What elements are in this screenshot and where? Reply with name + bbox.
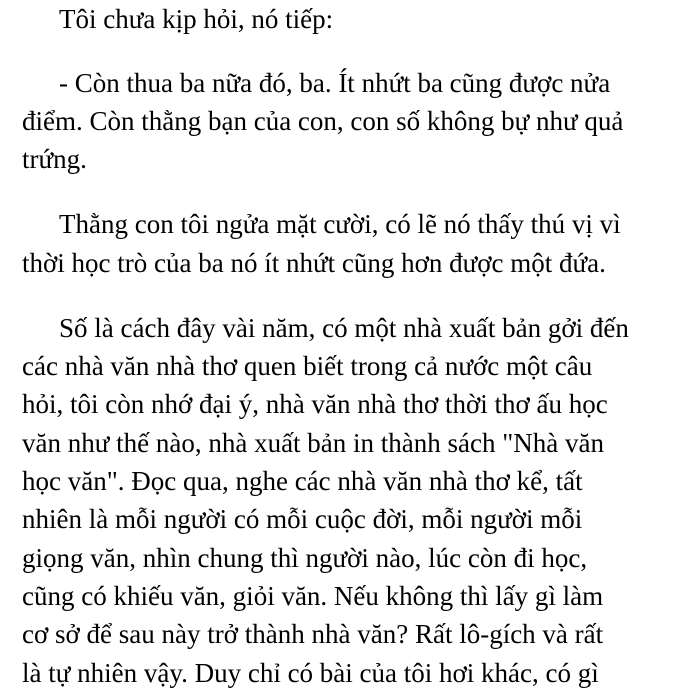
text-line: văn như thế nào, nhà xuất bản in thành sách "Nhà văn	[22, 428, 604, 458]
text-line: cũng có khiếu văn, giỏi văn. Nếu không thì lấy gì làm	[22, 581, 604, 611]
text-line: - Còn thua ba nữa đó, ba. Ít nhứt ba cũng được nửa	[59, 68, 611, 98]
text-line: thời học trò của ba nó ít nhứt cũng hơn được một đứa.	[22, 248, 606, 278]
text-line: học văn". Đọc qua, nghe các nhà văn nhà thơ kể, tất	[22, 466, 583, 496]
text-line: là tự nhiên vậy. Duy chỉ có bài của tôi hơi khác, có gì	[22, 658, 599, 688]
text-line: trứng.	[22, 144, 87, 174]
text-line: giọng văn, nhìn chung thì người nào, lúc còn đi học,	[22, 543, 588, 573]
text-line: Số là cách đây vài năm, có một nhà xuất bản gởi đến	[59, 313, 629, 343]
text-line: Tôi chưa kịp hỏi, nó tiếp:	[59, 4, 334, 34]
text-line: các nhà văn nhà thơ quen biết trong cả nước một câu	[22, 351, 593, 381]
text-line: điểm. Còn thằng bạn của con, con số không bự như quả	[22, 106, 624, 136]
text-line: cơ sở để sau này trở thành nhà văn? Rất lô-gích và rất	[22, 619, 604, 649]
text-line: Thằng con tôi ngửa mặt cười, có lẽ nó thấy thú vị vì	[59, 209, 621, 239]
text-line: hỏi, tôi còn nhớ đại ý, nhà văn nhà thơ thời thơ ấu học	[22, 389, 608, 419]
text-line: nhiên là mỗi người có mỗi cuộc đời, mỗi người mỗi	[22, 504, 583, 534]
